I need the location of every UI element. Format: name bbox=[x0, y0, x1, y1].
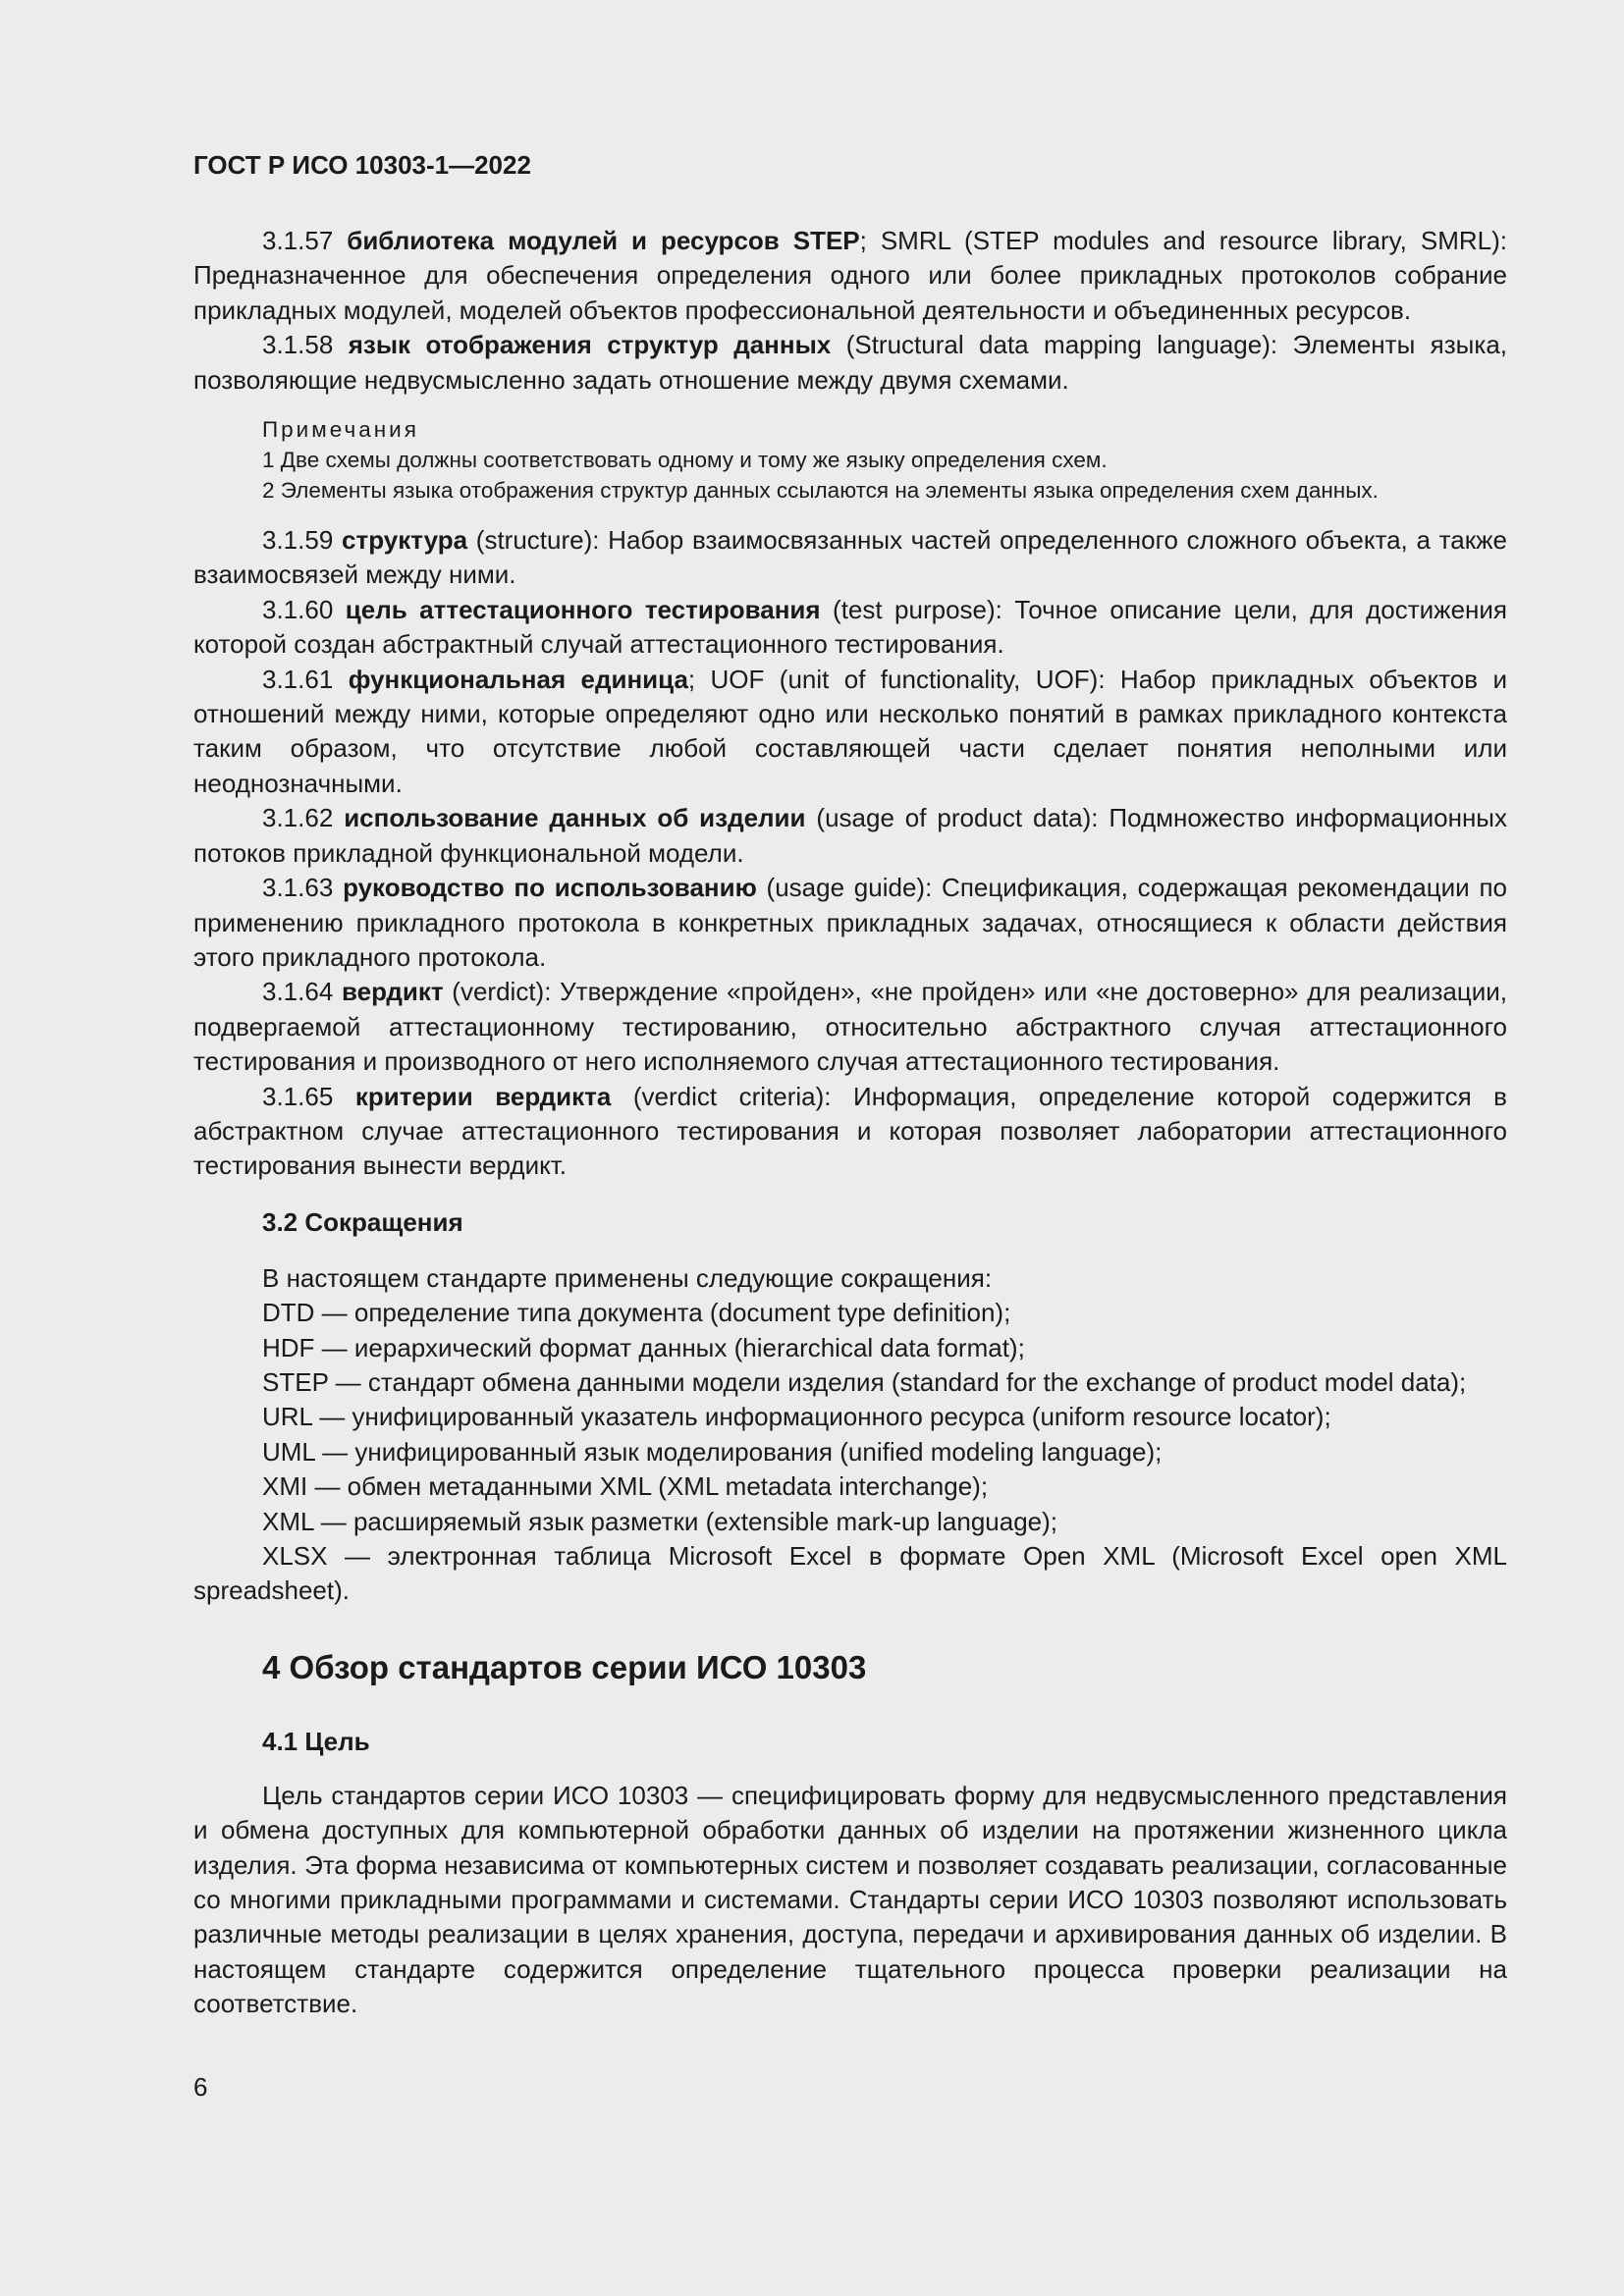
term-title: функциональная единица bbox=[348, 664, 688, 694]
section-heading-4: 4 Обзор стандартов серии ИСО 10303 bbox=[262, 1648, 867, 1685]
term-definition: (test purpose): Точное описание цели, для достижения которой создан абстрактный случай аттестационного тестирования. bbox=[193, 594, 1507, 660]
abbreviations-intro: В настоящем стандарте применены следующие сокращения: bbox=[262, 1262, 993, 1293]
term-title: библиотека модулей и ресурсов STEP bbox=[347, 226, 860, 255]
abbreviation-item: HDF — иерархический формат данных (hierarchical data format); bbox=[262, 1332, 1025, 1362]
term-definition: (structure): Набор взаимосвязанных частей определенного сложного объекта, а также взаимосвязей между ними. bbox=[193, 525, 1507, 590]
abbreviation-item: URL — унифицированный указатель информационного ресурса (uniform resource locator); bbox=[262, 1402, 1331, 1432]
abbreviation-item: DTD — определение типа документа (document type definition); bbox=[262, 1298, 1011, 1328]
term-3-1-57 bbox=[193, 224, 1507, 328]
term-title: руководство по использованию bbox=[343, 873, 757, 903]
term-definition: ; UOF (unit of functionality, UOF): Набор прикладных объектов и отношений между ними, которые определяют одно или несколько понятий в рамках прикладного контекста таким образом, что отсутствие любой составляющей части сделает понятия неполными или неоднозначными. bbox=[193, 664, 1507, 798]
term-title: структура bbox=[342, 525, 468, 556]
term-number: 3.1.63 bbox=[262, 873, 334, 903]
section-heading-3-2: 3.2 Сокращения bbox=[262, 1206, 463, 1237]
term-number: 3.1.58 bbox=[262, 330, 334, 360]
term-3-1-58 bbox=[193, 328, 1507, 398]
term-number: 3.1.64 bbox=[262, 977, 334, 1007]
abbreviation-item: XMI — обмен метаданными XML (XML metadata interchange); bbox=[262, 1471, 989, 1502]
term-title: использование данных об изделии bbox=[344, 803, 806, 833]
page-number: 6 bbox=[193, 2072, 208, 2102]
term-number: 3.1.61 bbox=[262, 664, 334, 694]
term-title: критерии вердикта bbox=[354, 1081, 612, 1111]
term-3-1-64 bbox=[193, 975, 1507, 1079]
term-definition: (usage of product data): Подмножество информационных потоков прикладной функциональной модели. bbox=[193, 803, 1507, 868]
term-definition: (usage guide): Спецификация, содержащая рекомендации по применению прикладного протокола в конкретных прикладных задачах, относящиеся к области действия этого прикладного протокола. bbox=[193, 873, 1507, 972]
notes-title: Примечания bbox=[262, 417, 419, 443]
section-4-1-paragraph: Цель стандартов серии ИСО 10303 — специфицировать форму для недвусмысленного представления и обмена доступных для компьютерной обработки данных об изделии на протяжении жизненного цикла изделия. Эта форма независима от компьютерных систем и позволяет создавать реализации, согласованные со многими прикладными программами и системами. Стандарты серии ИСО 10303 позволяют использовать различные методы реализации в целях хранения, доступа, передачи и архивирования данных об изделии. В настоящем стандарте содержится определение тщательного процесса проверки реализации на соответствие. bbox=[193, 1780, 1507, 2019]
term-definition: (verdict): Утверждение «пройден», «не пройден» или «не достоверно» для реализации, подвергаемой аттестационному тестированию, относительно абстрактного случая аттестационного тестирования и производного от него исполняемого случая аттестационного тестирования. bbox=[193, 977, 1507, 1077]
abbreviation-item: UML — унифицированный язык моделирования (unified modeling language); bbox=[262, 1436, 1163, 1467]
term-number: 3.1.62 bbox=[262, 803, 334, 833]
term-title: цель аттестационного тестирования bbox=[345, 594, 821, 624]
term-3-1-61 bbox=[193, 663, 1507, 802]
term-number: 3.1.60 bbox=[262, 594, 334, 624]
term-3-1-62 bbox=[193, 801, 1507, 871]
abbreviation-item: STEP — стандарт обмена данными модели изделия (standard for the exchange of product model data); bbox=[262, 1366, 1467, 1397]
term-3-1-59 bbox=[193, 523, 1507, 593]
page-content bbox=[193, 224, 1507, 2022]
term-number: 3.1.59 bbox=[262, 525, 334, 556]
term-3-1-63 bbox=[193, 871, 1507, 975]
notes-block bbox=[193, 414, 1507, 506]
note-item: 2 Элементы языка отображения структур данных ссылаются на элементы языка определения схем данных. bbox=[262, 478, 1379, 504]
term-number: 3.1.65 bbox=[262, 1081, 334, 1111]
document-header: ГОСТ Р ИСО 10303-1—2022 bbox=[193, 150, 531, 180]
term-definition: (verdict criteria): Информация, определение которой содержится в абстрактном случае аттестационного тестирования и которая позволяет лаборатории аттестационного тестирования вынести вердикт. bbox=[193, 1081, 1507, 1181]
abbreviation-item: XLSX — электронная таблица Microsoft Excel в формате Open XML (Microsoft Excel open XML spreadsheet). bbox=[193, 1541, 1507, 1606]
term-title: вердикт bbox=[342, 977, 444, 1007]
term-3-1-65 bbox=[193, 1080, 1507, 1184]
term-number: 3.1.57 bbox=[262, 226, 334, 255]
note-item: 1 Две схемы должны соответствовать одному и тому же языку определения схем. bbox=[262, 448, 1108, 473]
term-definition: (Structural data mapping language): Элементы языка, позволяющие недвусмысленно задать отношение между двумя схемами. bbox=[193, 330, 1508, 395]
abbreviation-item: XML — расширяемый язык разметки (extensible mark-up language); bbox=[262, 1506, 1058, 1536]
term-definition: ; SMRL (STEP modules and resource library, SMRL): Предназначенное для обеспечения определения одного или более прикладных протоколов собрание прикладных модулей, моделей объектов профессиональной деятельности и объединенных ресурсов. bbox=[193, 226, 1507, 325]
term-title: язык отображения структур данных bbox=[348, 330, 832, 360]
section-heading-4-1: 4.1 Цель bbox=[262, 1726, 370, 1756]
term-3-1-60 bbox=[193, 593, 1507, 663]
